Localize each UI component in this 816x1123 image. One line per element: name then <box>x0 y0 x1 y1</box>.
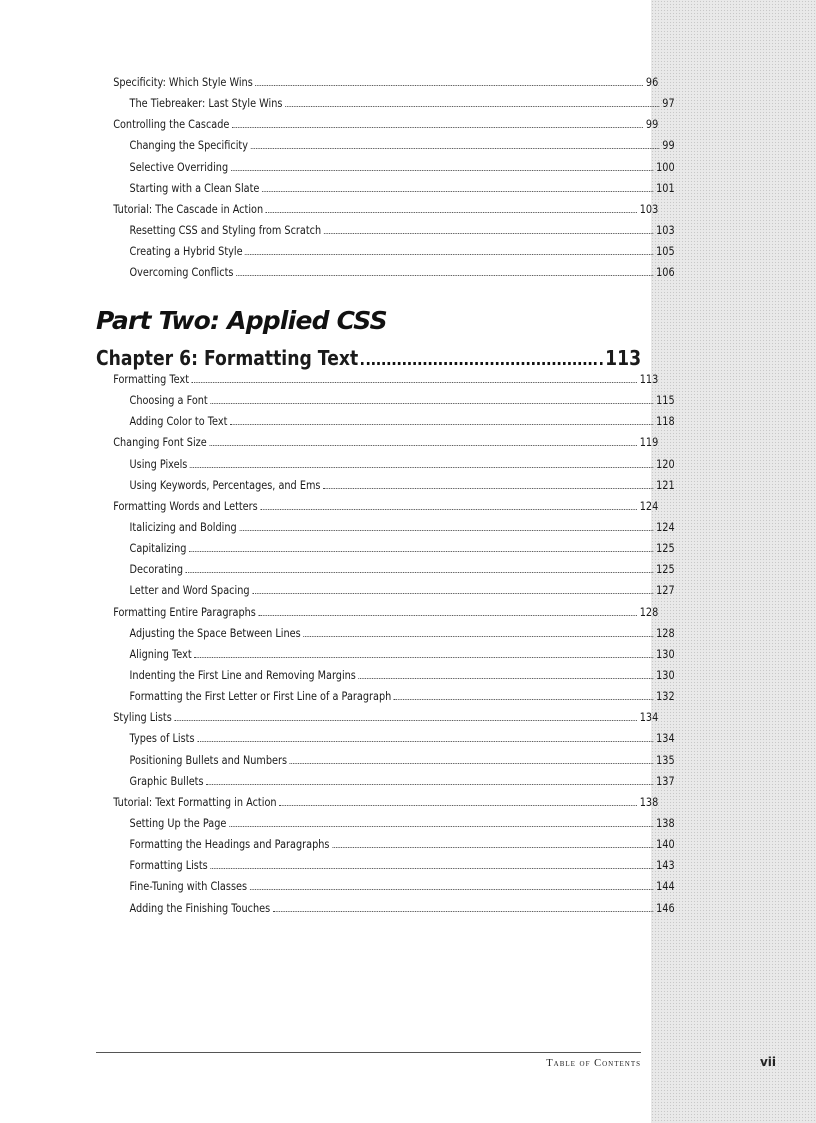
dot-leader <box>323 488 653 489</box>
dot-leader <box>194 657 653 658</box>
toc-entry-page: 138 <box>639 795 659 809</box>
toc-entry-page: 97 <box>662 97 675 111</box>
dot-leader <box>230 424 654 425</box>
toc-entry-page: 137 <box>656 774 675 788</box>
toc-entry-page: 135 <box>656 753 675 767</box>
toc-entry[interactable] <box>96 479 675 500</box>
toc-entry[interactable] <box>96 584 675 605</box>
dot-leader <box>361 362 603 365</box>
toc-entry-page: 99 <box>662 139 675 153</box>
toc-entry[interactable] <box>96 224 675 245</box>
dot-leader <box>251 148 660 149</box>
toc-entry-page: 100 <box>656 160 675 174</box>
toc-entry-title: Using Keywords, Percentages, and Ems <box>129 478 321 492</box>
toc-entry-title: Using Pixels <box>129 457 188 471</box>
toc-entry-title: Adding Color to Text <box>129 415 228 429</box>
footer-rule <box>96 1052 641 1053</box>
toc-entry-page: 120 <box>656 457 675 471</box>
toc-entry[interactable] <box>96 838 675 859</box>
toc-entry[interactable] <box>96 669 675 690</box>
toc-entry[interactable] <box>96 161 675 182</box>
toc-entry[interactable] <box>96 118 658 139</box>
dot-leader <box>258 615 637 616</box>
toc-entry-title: Positioning Bullets and Numbers <box>129 753 288 767</box>
toc-entry-title: Indenting the First Line and Removing Margins <box>129 668 356 682</box>
toc-entry-title: Starting with a Clean Slate <box>129 181 260 195</box>
toc-entry-page: 106 <box>656 266 675 280</box>
toc-entry[interactable] <box>96 817 675 838</box>
toc-entry-title: Tutorial: The Cascade in Action <box>113 202 264 216</box>
toc-entry-page: 96 <box>645 76 659 89</box>
toc-entry-title: Fine-Tuning with Classes <box>129 880 248 894</box>
toc-entry-title: Italicizing and Bolding <box>129 520 237 534</box>
toc-entry-title: Choosing a Font <box>129 394 208 408</box>
toc-entry[interactable] <box>96 97 675 118</box>
toc-entry[interactable] <box>96 139 675 160</box>
toc-entry-page: 99 <box>645 118 659 132</box>
toc-entry-title: Formatting Words and Letters <box>113 499 258 513</box>
dot-leader <box>260 509 637 510</box>
toc-list-chapter <box>96 373 675 923</box>
toc-entry-page: 134 <box>639 711 659 725</box>
toc-entry-page: 143 <box>656 859 675 873</box>
toc-entry[interactable] <box>96 880 675 901</box>
dot-leader <box>190 467 654 468</box>
dot-leader <box>245 254 653 255</box>
toc-entry[interactable] <box>96 711 658 732</box>
toc-entry-page: 121 <box>656 478 675 492</box>
dot-leader <box>210 403 653 404</box>
toc-entry[interactable] <box>96 902 675 923</box>
toc-entry-page: 103 <box>639 202 659 216</box>
toc-entry[interactable] <box>96 690 675 711</box>
toc-entry[interactable] <box>96 182 675 203</box>
dot-leader <box>229 826 654 827</box>
toc-entry-page: 113 <box>639 373 659 386</box>
toc-entry-title: Formatting the First Letter or First Line of a Paragraph <box>129 690 392 704</box>
toc-entry-title: Selective Overriding <box>129 160 229 174</box>
toc-entry-page: 115 <box>656 394 675 408</box>
toc-entry-title: The Tiebreaker: Last Style Wins <box>129 97 283 111</box>
dot-leader <box>250 889 654 890</box>
toc-entry[interactable] <box>96 436 658 457</box>
toc-entry-page: 124 <box>656 520 675 534</box>
toc-entry[interactable] <box>96 542 675 563</box>
dot-leader <box>262 191 654 192</box>
toc-entry-page: 128 <box>656 626 675 640</box>
dot-leader <box>236 275 653 276</box>
toc-entry-page: 146 <box>656 901 675 915</box>
toc-entry-page: 103 <box>656 223 675 237</box>
dot-leader <box>192 382 638 383</box>
dot-leader <box>231 170 654 171</box>
toc-entry-page: 101 <box>656 181 675 195</box>
toc-entry-title: Adjusting the Space Between Lines <box>129 626 301 640</box>
toc-entry[interactable] <box>96 266 675 287</box>
toc-page <box>96 0 675 1123</box>
toc-entry[interactable] <box>96 373 658 394</box>
toc-entry[interactable] <box>96 732 675 753</box>
page-number: vii <box>759 1055 777 1069</box>
toc-entry-title: Changing the Specificity <box>129 139 248 153</box>
toc-entry[interactable] <box>96 394 675 415</box>
toc-entry-title: Specificity: Which Style Wins <box>113 76 253 89</box>
toc-entry-title: Creating a Hybrid Style <box>129 245 243 259</box>
toc-entry-page: 105 <box>656 245 675 259</box>
dot-leader <box>303 636 653 637</box>
toc-entry[interactable] <box>96 775 675 796</box>
part-title: Part Two: Applied CSS <box>96 306 387 335</box>
dot-leader <box>206 784 653 785</box>
dot-leader <box>209 445 637 446</box>
toc-entry-title: Formatting the Headings and Paragraphs <box>129 838 330 852</box>
toc-entry-title: Adding the Finishing Touches <box>129 901 271 915</box>
toc-entry-page: 130 <box>656 647 675 661</box>
toc-entry-page: 118 <box>656 415 675 429</box>
toc-entry[interactable] <box>96 606 658 627</box>
dot-leader <box>252 593 653 594</box>
dot-leader <box>255 85 643 86</box>
toc-entry[interactable] <box>96 415 675 436</box>
dot-leader <box>290 763 654 764</box>
toc-entry-title: Changing Font Size <box>113 436 207 450</box>
toc-list-top <box>96 76 675 287</box>
dot-leader <box>189 551 653 552</box>
toc-entry-page: 132 <box>656 690 675 704</box>
toc-entry-title: Decorating <box>129 563 184 577</box>
toc-entry[interactable] <box>96 648 675 669</box>
toc-entry[interactable] <box>96 754 675 775</box>
toc-entry[interactable] <box>96 859 675 880</box>
toc-entry-title: Types of Lists <box>129 732 195 746</box>
dot-leader <box>232 127 643 128</box>
dot-leader <box>174 720 637 721</box>
dot-leader <box>394 699 654 700</box>
dot-leader <box>266 212 637 213</box>
toc-entry-page: 125 <box>656 563 675 577</box>
dot-leader <box>324 233 654 234</box>
dot-leader <box>285 106 660 107</box>
dot-leader <box>358 678 653 679</box>
toc-entry-page: 127 <box>656 584 675 598</box>
toc-entry[interactable] <box>96 796 658 817</box>
toc-entry-page: 128 <box>639 605 659 619</box>
chapter-heading[interactable] <box>96 346 641 370</box>
toc-entry[interactable] <box>96 245 675 266</box>
page-edge-band <box>651 0 816 1123</box>
toc-entry-title: Formatting Lists <box>129 859 208 873</box>
toc-entry[interactable] <box>96 627 675 648</box>
toc-entry-title: Capitalizing <box>129 542 187 556</box>
dot-leader <box>273 911 654 912</box>
footer-label: Table of Contents <box>546 1058 641 1069</box>
toc-entry[interactable] <box>96 76 658 97</box>
toc-entry-title: Letter and Word Spacing <box>129 584 250 598</box>
toc-entry-page: 134 <box>656 732 675 746</box>
chapter-page: 113 <box>605 346 642 370</box>
toc-entry-title: Formatting Entire Paragraphs <box>113 605 256 619</box>
toc-entry-page: 130 <box>656 668 675 682</box>
toc-entry[interactable] <box>96 500 658 521</box>
toc-entry-page: 124 <box>639 499 659 513</box>
toc-entry-title: Graphic Bullets <box>129 774 204 788</box>
toc-entry-page: 140 <box>656 838 675 852</box>
toc-entry-title: Controlling the Cascade <box>113 118 230 132</box>
toc-entry-title: Setting Up the Page <box>129 816 227 830</box>
toc-entry-title: Aligning Text <box>129 647 192 661</box>
dot-leader <box>279 805 637 806</box>
toc-entry-page: 119 <box>639 436 659 450</box>
dot-leader <box>239 530 653 531</box>
toc-entry[interactable] <box>96 203 658 224</box>
toc-entry[interactable] <box>96 563 675 584</box>
chapter-title: Chapter 6: Formatting Text <box>96 346 359 370</box>
toc-entry[interactable] <box>96 521 675 542</box>
toc-entry-page: 144 <box>656 880 675 894</box>
toc-entry-title: Resetting CSS and Styling from Scratch <box>129 223 322 237</box>
dot-leader <box>210 868 653 869</box>
toc-entry-title: Overcoming Conflicts <box>129 266 234 280</box>
toc-entry-title: Tutorial: Text Formatting in Action <box>113 795 277 809</box>
toc-entry-title: Styling Lists <box>113 711 172 725</box>
toc-entry-title: Formatting Text <box>113 373 190 386</box>
toc-entry-page: 138 <box>656 816 675 830</box>
dot-leader <box>186 572 654 573</box>
toc-entry-page: 125 <box>656 542 675 556</box>
toc-entry[interactable] <box>96 458 675 479</box>
dot-leader <box>197 741 653 742</box>
dot-leader <box>332 847 653 848</box>
